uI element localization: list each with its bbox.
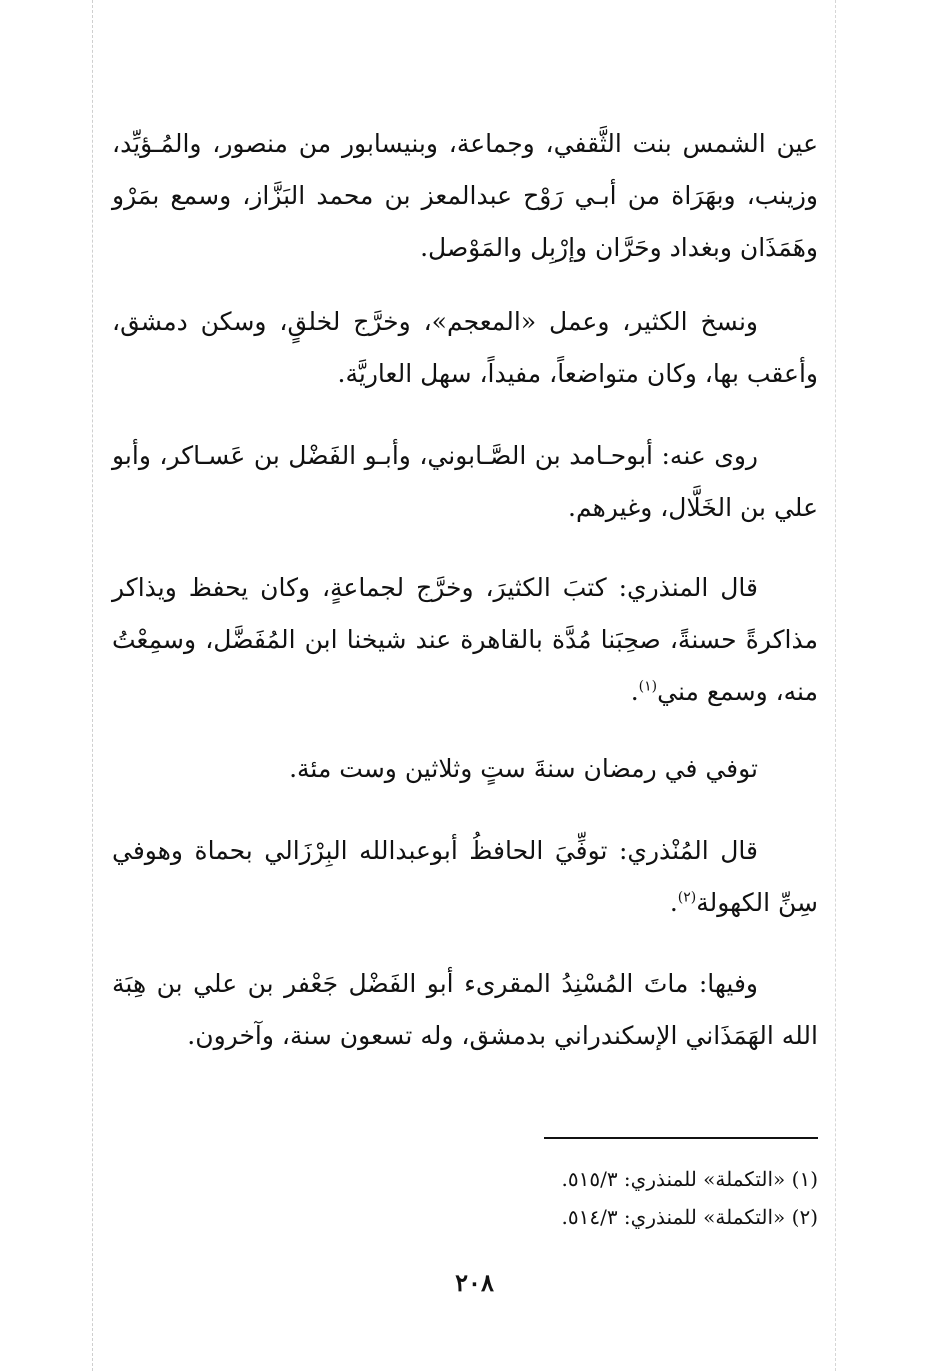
paragraph-text: روى عنه: أبوحـامد بن الصَّـابوني، وأبـو الفَضْل بن عَسـاكر، وأبو علي بن الخَلَّال، وغيرهم. [112,441,818,522]
footnote-ref-1: (١) [638,678,658,695]
paragraph-text: وفيها: ماتَ المُسْنِدُ المقرىء أبو الفَضْل جَعْفر بن علي بن هِبَة الله الهَمَذَاني الإسكندراني بدمشق، وله تسعون سنة، وآخرون. [112,969,818,1050]
footnote-1: (١) «التكملة» للمنذري: ٥١٥/٣. [561,1167,818,1191]
paragraph-4 [112,562,818,718]
footnote-2: (٢) «التكملة» للمنذري: ٥١٤/٣. [561,1205,818,1229]
sentence-end: . [630,677,639,706]
sentence-end: . [669,888,678,917]
scan-guide-line-left [92,0,93,1371]
paragraph-text: توفي في رمضان سنةَ ستٍ وثلاثين وست مئة. [289,754,758,783]
paragraph-text: عين الشمس بنت الثَّقفي، وجماعة، وبنيسابور من منصور، والمُـؤيِّد، وزينب، وبهَرَاة من أبـي رَوْح عبدالمعز بن محمد البَزَّاز، وسمع بمَرْو وهَمَذَان وبغداد وحَرَّان وإرْبِل والمَوْصل. [112,129,818,262]
paragraph-5 [112,743,818,795]
paragraph-text: قال المنذري: كتبَ الكثيرَ، وخرَّج لجماعةٍ، وكان يحفظ ويذاكر مذاكرةً حسنةً، صحِبَنا مُدَّة بالقاهرة عند شيخنا ابن المُفَضَّل، وسمِعْتُ منه، وسمع مني [112,573,818,706]
scan-guide-line-right [835,0,836,1371]
paragraph-text: قال المُنْذري: توفِّيَ الحافظُ أبوعبدالله البِرْزَالي بحماة وهوفي سِنِّ الكهولة [112,836,818,917]
paragraph-text: ونسخ الكثير، وعمل «المعجم»، وخرَّج لخلقٍ، وسكن دمشق، وأعقب بها، وكان متواضعاً، مفيداً، سهل العاريَّة. [112,307,818,388]
paragraph-with-footnote [112,825,818,929]
footnote-separator [544,1137,818,1139]
page-number: ٢٠٨ [455,1268,494,1297]
paragraph-1 [112,118,818,274]
paragraph-2 [112,296,818,400]
paragraph-with-footnote [112,562,818,718]
footnotes [112,1160,818,1236]
paragraph-6 [112,825,818,929]
paragraph-3 [112,430,818,534]
footnote-ref-2: (٢) [677,889,697,906]
paragraph-7 [112,958,818,1062]
